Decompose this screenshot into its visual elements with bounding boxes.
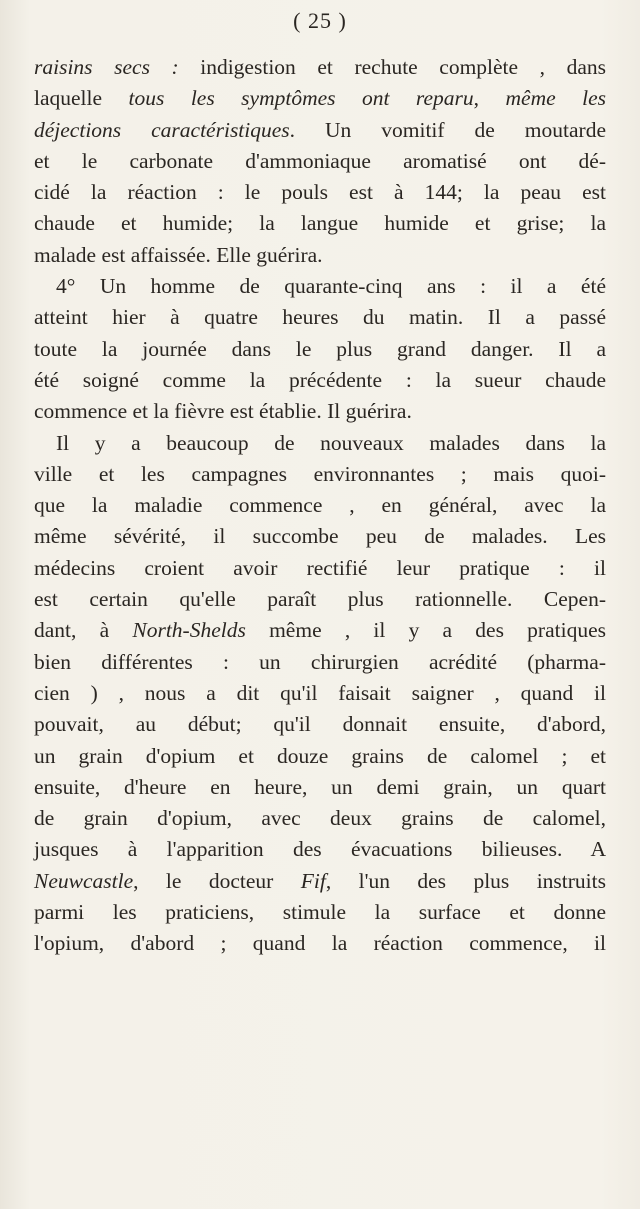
- text-line: [34, 584, 606, 615]
- italic-text: Fif: [300, 868, 326, 893]
- text-run: . Un vomitif de moutarde: [289, 117, 606, 142]
- text-line: [34, 772, 606, 803]
- text-line: [34, 334, 606, 365]
- text-run: parmi les praticiens, stimule la surface et donne: [34, 900, 606, 925]
- text-line: [34, 459, 606, 490]
- text-line: [34, 866, 606, 897]
- text-run: de grain d'opium, avec deux grains de calomel,: [34, 806, 606, 831]
- text-run: dant, à: [34, 618, 133, 643]
- text-run: toute la journée dans le plus grand danger. Il a: [34, 336, 606, 361]
- text-run: 4° Un homme de quarante-cinq ans : il a été: [56, 274, 606, 299]
- text-run: , le docteur: [133, 868, 301, 893]
- text-run: , l'un des plus instruits: [325, 868, 606, 893]
- text-line: [34, 709, 606, 740]
- text-run: un grain d'opium et douze grains de calomel ; et: [34, 743, 606, 768]
- italic-text: même les: [505, 86, 606, 111]
- italic-text: Neuwcastle: [34, 868, 134, 893]
- text-run: pouvait, au début; qu'il donnait ensuite, d'abord,: [34, 712, 606, 737]
- italic-text: North-Shelds: [132, 618, 246, 643]
- text-line: [34, 428, 606, 459]
- text-line: [34, 365, 606, 396]
- text-run: bien différentes : un chirurgien acrédité (pharma-: [34, 649, 606, 674]
- text-run: est certain qu'elle paraît plus rationnelle. Cepen-: [34, 587, 606, 612]
- text-line: [34, 240, 606, 271]
- text-line: [34, 83, 606, 114]
- text-line: [34, 678, 606, 709]
- text-run: même sévérité, il succombe peu de malades. Les: [34, 524, 606, 549]
- text-line: [34, 803, 606, 834]
- text-run: ensuite, d'heure en heure, un demi grain, un quart: [34, 774, 606, 799]
- text-line: [34, 396, 606, 427]
- text-line: [34, 271, 606, 302]
- text-line: [34, 647, 606, 678]
- body-text: [34, 52, 606, 960]
- text-run: cidé la réaction : le pouls est à 144; la peau est: [34, 180, 606, 205]
- text-run: ,: [473, 86, 506, 111]
- text-line: [34, 897, 606, 928]
- text-line: [34, 521, 606, 552]
- text-line: [34, 834, 606, 865]
- text-run: indigestion et rechute complète , dans: [178, 55, 606, 79]
- text-run: atteint hier à quatre heures du matin. Il a passé: [34, 305, 606, 330]
- italic-text: tous les symptômes ont reparu: [128, 86, 474, 111]
- page-number: ( 25 ): [293, 8, 347, 33]
- text-run: chaude et humide; la langue humide et grise; la: [34, 211, 606, 236]
- text-line: [34, 553, 606, 584]
- text-line: [34, 177, 606, 208]
- text-run: l'opium, d'abord ; quand la réaction commence, il: [34, 931, 606, 956]
- text-run: cien ) , nous a dit qu'il faisait saigner , quand il: [34, 680, 606, 705]
- text-line: [34, 52, 606, 83]
- text-run: jusques à l'apparition des évacuations bilieuses. A: [34, 837, 606, 862]
- text-run: été soigné comme la précédente : la sueur chaude: [34, 367, 606, 392]
- text-run: et le carbonate d'ammoniaque aromatisé ont dé-: [34, 148, 606, 173]
- text-line: [34, 115, 606, 146]
- text-run: ville et les campagnes environnantes ; mais quoi-: [34, 461, 606, 486]
- text-line: [34, 615, 606, 646]
- text-run: malade est affaissée. Elle guérira.: [34, 242, 323, 267]
- text-run: même , il y a des pratiques: [245, 618, 606, 643]
- text-line: [34, 928, 606, 959]
- text-run: commence et la fièvre est établie. Il guérira.: [34, 399, 412, 424]
- italic-text: raisins secs :: [34, 55, 179, 79]
- text-run: que la maladie commence , en général, avec la: [34, 493, 606, 518]
- text-run: Il y a beaucoup de nouveaux malades dans la: [56, 430, 606, 455]
- text-line: [34, 146, 606, 177]
- text-line: [34, 208, 606, 239]
- text-line: [34, 302, 606, 333]
- text-run: laquelle: [34, 86, 129, 111]
- italic-text: déjections caractéristiques: [34, 117, 290, 142]
- text-run: médecins croient avoir rectifié leur pratique : il: [34, 555, 606, 580]
- text-line: [34, 741, 606, 772]
- text-line: [34, 490, 606, 521]
